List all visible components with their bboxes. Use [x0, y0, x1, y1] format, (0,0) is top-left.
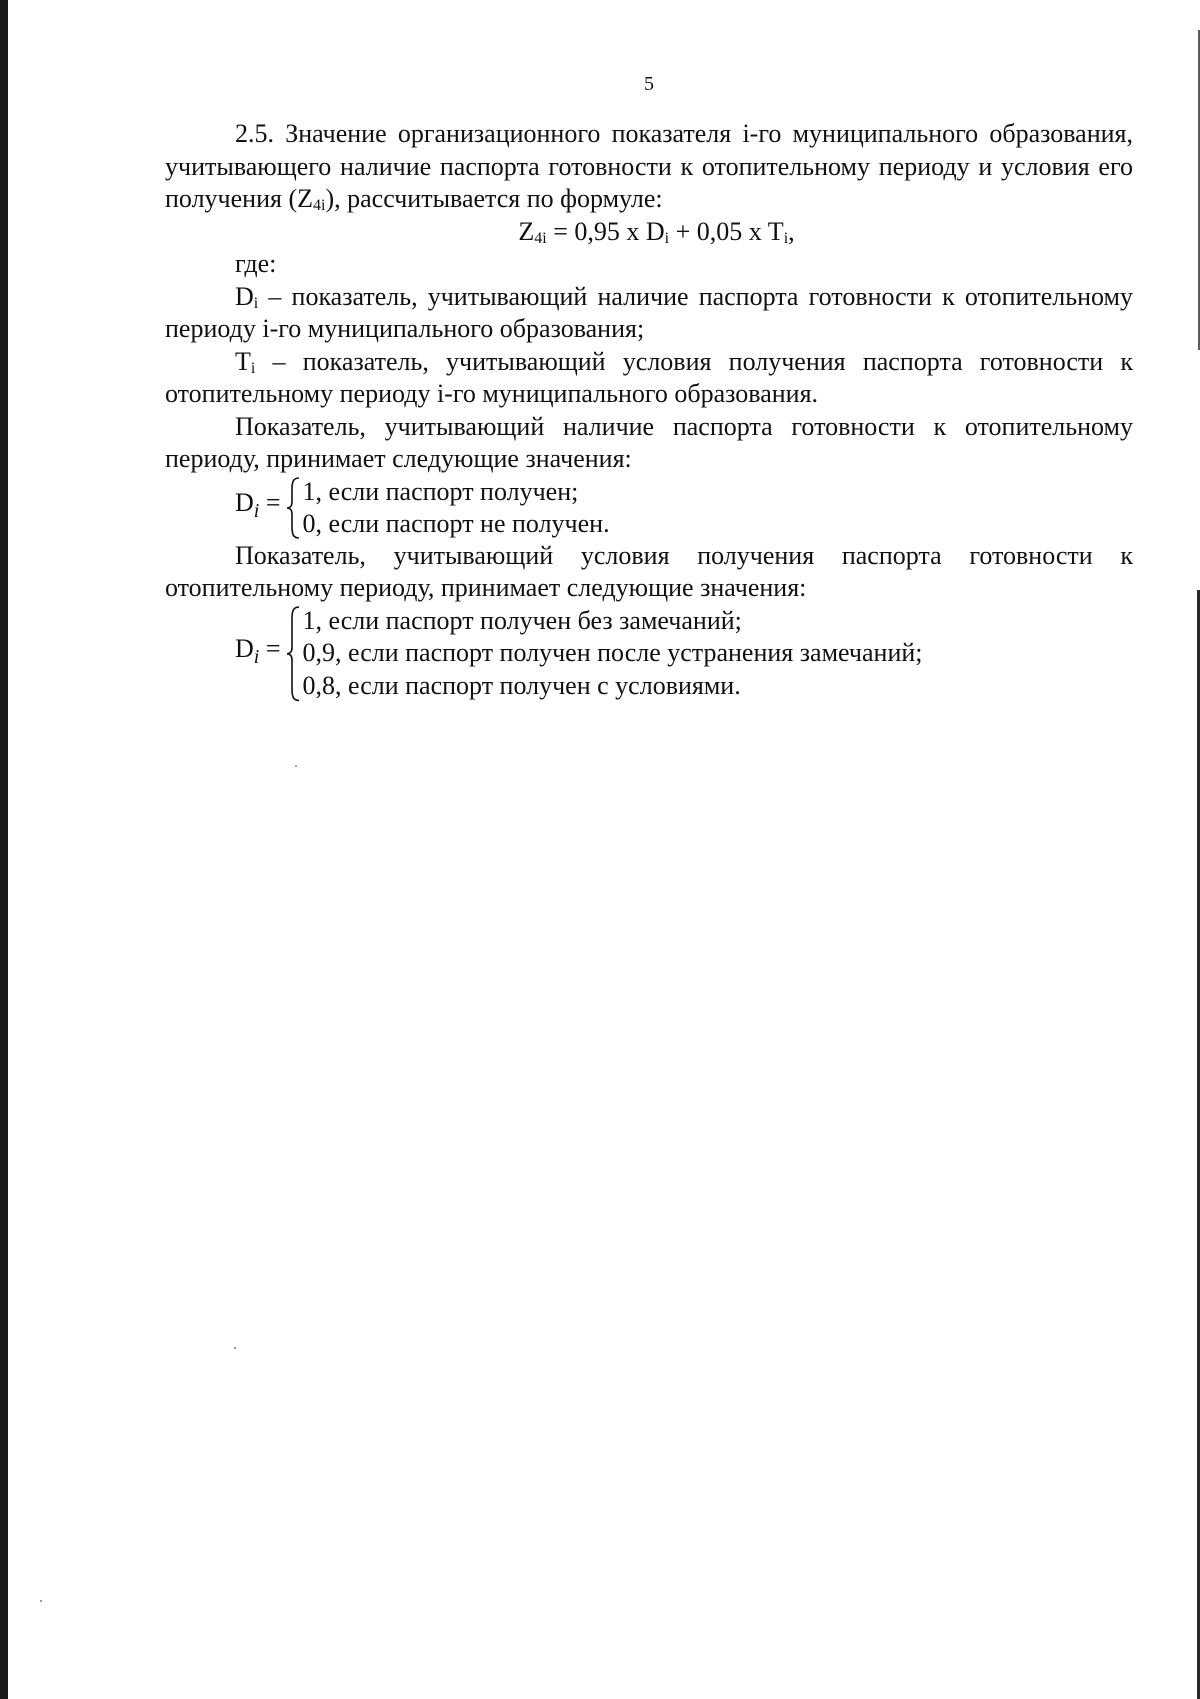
piecewise-lhs: $D_i$ =	[235, 488, 281, 523]
scan-speck	[40, 1600, 42, 1602]
where-label: где:	[235, 249, 277, 278]
piecewise-availability	[235, 476, 1133, 540]
left-brace-icon	[285, 476, 301, 540]
case-row: 1, если паспорт получен без замечаний;	[302, 605, 742, 635]
case-row: 0, если паспорт не получен.	[302, 508, 610, 538]
scan-speck	[234, 1347, 236, 1349]
scan-edge-left	[0, 0, 8, 1699]
document-body	[165, 118, 1133, 702]
page-number: 5	[644, 73, 654, 95]
paragraph-availability: Показатель, учитывающий наличие паспорта готовности к отопительному периоду, принимает следующие значения:	[165, 411, 1133, 473]
piecewise-lhs: $D_i$ =	[235, 634, 281, 668]
definition-d: $D_i$ – показатель, учитывающий наличие паспорта готовности к отопительному периоду i-го муниципального образования;	[165, 281, 1133, 343]
piecewise-conditions	[235, 605, 1133, 703]
scan-speck	[295, 765, 297, 767]
left-brace-icon	[285, 605, 301, 703]
paragraph-conditions: Показатель, учитывающий условия получения паспорта готовности к отопительному периоду, принимает следующие значения:	[165, 540, 1133, 602]
piecewise-cases	[303, 476, 610, 540]
definition-t: $T_i$ – показатель, учитывающий условия получения паспорта готовности к отопительному периоду i-го муниципального образования.	[165, 346, 1133, 408]
case-row: 0,8, если паспорт получен с условиями.	[302, 670, 741, 700]
case-row: 1, если паспорт получен;	[302, 476, 579, 506]
paragraph-2-5: 2.5. Значение организационного показателя i-го муниципального образования, учитывающего наличие паспорта готовности к отопительному периоду и условия его получения $(Z_{4i})$, рассчитывается по формуле:	[165, 119, 1133, 214]
case-row: 0,9, если паспорт получен после устранения замечаний;	[302, 638, 923, 667]
formula-z4i: $Z_{4i} = 0,95$ x $D_i + 0,05$ x $T_i$,	[518, 216, 795, 247]
piecewise-cases	[303, 605, 923, 703]
